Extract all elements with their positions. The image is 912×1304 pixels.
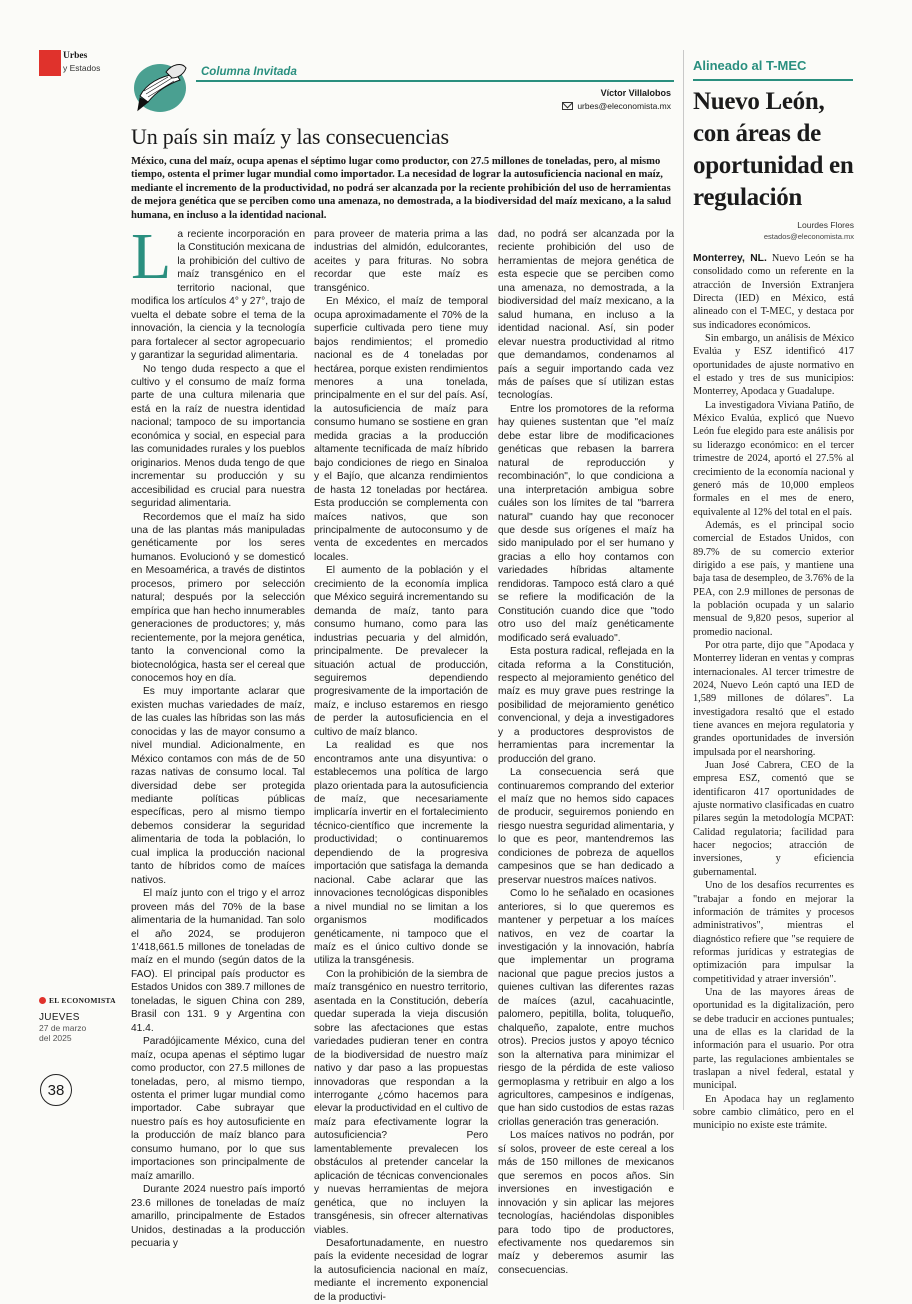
article-deck: México, cuna del maíz, ocupa apenas el séptimo lugar como productor, con 27.5 millones de toneladas, pero, al mismo tiempo, ostenta el primer lugar mundial como importador. La necesidad de lograr la autosuficiencia nacional en maíz, mediante el incremento de la productividad, no podrá ser alcanzada por la reciente prohibición del uso de herramientas de mejora genética que se perciben como una amenaza, no demostrada, a la biodiversidad del maíz mexicano, a la salud humana, en incluso a la identidad nacional. (131, 156, 672, 221)
paragraph: Recordemos que el maíz ha sido una de las plantas más manipuladas genéticamente por los seres humanos. Evolucionó y se domesticó en Mesoamérica, a través de distintos procesos, primero por selección natural; después por la selección empírica que han hecho innumerables generaciones de productores; y, más recientemente, por la mejora genética, tanto la convencional como la biotecnológica, hasta ser el cereal que conocemos hoy en día. (131, 511, 305, 684)
mail-icon (562, 102, 573, 110)
drop-cap: L (131, 220, 172, 293)
pen-hand-illustration-icon (126, 54, 192, 118)
sidebar-rule (693, 79, 853, 81)
sidebar-label: Alineado al T-MEC (693, 58, 807, 73)
section-color-block (39, 50, 61, 76)
column-label: Columna Invitada (201, 66, 297, 78)
article-column-3 (498, 228, 674, 1277)
masthead (39, 996, 127, 1043)
sidebar-author: Lourdes Flores (797, 220, 854, 230)
sidebar-paragraph (693, 252, 854, 332)
paragraph: Entre los promotores de la reforma hay quienes sustentan que "el maíz debe estar libre de modificaciones genéticas que rebasen la barrera natural de reproducción y recombinación", lo que condiciona a una interpretación ambigua sobre cuáles son los límites de tal "barrera natural" cuando hay que reconocer que desde sus orígenes el maíz ha sido manipulado por el ser humano y gracias a ello hoy contamos con variedades híbridas altamente rendidoras. Tampoco está claro a qué se refiere la modificación de la Constitución cuando dice que "todo otro uso del maíz genéticamente modificado será evaluado". (498, 403, 674, 644)
sidebar-email[interactable]: estados@eleconomista.mx (763, 232, 854, 241)
sidebar-paragraph: En Apodaca hay un reglamento sobre cambio climático, pero en el municipio no existe este trámite. (693, 1093, 854, 1132)
column-email-line (562, 101, 671, 111)
brand-dot-icon (39, 997, 46, 1004)
dateline: Monterrey, NL. (693, 253, 767, 264)
paragraph: El aumento de la población y el crecimiento de la economía implica que México seguirá incrementando su demanda de maíz, tanto para consumo humano, como para las industrias pecuaria y del almidón, principalmente. De prevalecer la situación actual de producción, seguiremos dependiendo progresivamente de la importación de maíz, e incluso estaremos en riesgo de perder la autosuficiencia en el cultivo de maíz blanco. (314, 565, 488, 738)
issue-day: JUEVES (39, 1012, 80, 1023)
paragraph: Con la prohibición de la siembra de maíz transgénico en nuestro territorio, asentada en la Constitución, debería quedar superada la vieja discusión sobre las afectaciones que estas variedades pudieran tener en contra de la biodiversidad de nuestro maíz nativo y dar paso a las propuestas innovadoras que respondan a la interrogante ¿cómo hacemos para elevar la productividad en el cultivo de maíz para efectivamente lograr la autosuficiencia? Pero lamentablemente prevalecen los obstáculos al pretender cancelar la aplicación de técnicas convencionales y nuevas herramientas de mejora genética, que no incluyen la transgénesis, sin ofrecer alternativas viables. (314, 968, 488, 1236)
paragraph: El maíz junto con el trigo y el arroz proveen más del 70% de la base alimentaria de la humanidad. Tan solo el año 2024, se produjeron 1'418,661.5 millones de toneladas de maíz en el mundo (según datos de la FAO). El principal país productor es Estados Unidos con 389.7 millones de toneladas, le siguen China con 289, Brasil con 131. 9 y Argentina con 41.4. (131, 888, 305, 1034)
column-header-rule (196, 80, 674, 82)
section-title: Urbes (63, 51, 88, 61)
paragraph: En México, el maíz de temporal ocupa aproximadamente el 70% de la superficie cultivada pero tiene muy bajos rendimientos; el promedio nacional es de 4 toneladas por hectárea, porque existen rendimientos menores a una tonelada, principalmente en el sur del país. Así, la autosuficiencia de maíz para consumo humano se sostiene en gran medida gracias a la producción altamente tecnificada de maíz híbrido bajo condiciones de riego en Sinaloa y el Bajío, que alcanza rendimientos de hasta 12 toneladas por hectárea. Esta producción se complementa con maíces nativos, que son principalmente de autoconsumo y de venta de excedentes en mercados locales. (314, 296, 488, 563)
sidebar-body (693, 252, 854, 1133)
paragraph: Paradójicamente México, cuna del maíz, ocupa apenas el séptimo lugar como productor, con 27.5 millones de toneladas, pero, al mismo tiempo, ostenta el primer lugar mundial como importador. Cabe subrayar que nuestro país es hoy autosuficiente en la producción de maíz blanco para consumo humano, por lo que sus importaciones son principalmente de maíz amarillo. (131, 1036, 305, 1182)
issue-date-line2: del 2025 (39, 1033, 72, 1043)
paragraph: La realidad es que nos encontramos ante una disyuntiva: o establecemos una política de largo plazo orientada para la autosuficiencia de maíz, que necesariamente implicaría invertir en el fortalecimiento técnico-científico que incremente la productividad; o continuaremos dependiendo de la progresiva importación que satisfaga la demanda nacional. Cabe aclarar que las innovaciones tecnológicas disponibles a nivel mundial no se limitan a los organismos modificados genéticamente, ni tampoco que el maíz es el único cultivo donde se utiliza la transgénesis. (314, 740, 488, 967)
paragraph: Desafortunadamente, en nuestro país la evidente necesidad de lograr la autosuficiencia nacional en maíz, mediante el incremento exponencial de la productivi- (314, 1237, 488, 1303)
brand-name: EL ECONOMISTA (49, 996, 116, 1005)
article-column-2 (314, 228, 488, 1304)
brand-logo (39, 996, 127, 1005)
sidebar-paragraph: Una de las mayores áreas de oportunidad es la digitalización, pero se debe traducir en acciones puntuales; una de ellas es la claridad de la información para el usuario. Por otra parte, las regulaciones ambientales se traslapan a nivel federal, estatal y municipal. (693, 986, 854, 1092)
paragraph: Durante 2024 nuestro país importó 23.6 millones de toneladas de maíz amarillo, principalmente de Estados Unidos, destinadas a la producción pecuaria y (131, 1184, 305, 1249)
article-headline: Un país sin maíz y las consecuencias (131, 124, 449, 149)
paragraph: Esta postura radical, reflejada en la citada reforma a la Constitución, respecto al mejoramiento genético del maíz es muy grave pues restringe la posibilidad de mejoramiento genético convencional, y deja a investigadores y a productores desprovistos de herramientas para incrementar la producción del grano. (498, 646, 674, 765)
paragraph: Como lo he señalado en ocasiones anteriores, si lo que queremos es mantener y perpetuar a los maíces nativos, en vez de coartar la investigación y la innovación, habría que implementar un programa nacional que pague precios justos a quienes cultivan las diferentes razas de maíces (azul, cacahuacintle, palomero, pepitilla, bolita, toluqueño, chalqueño, zapalote, entre muchos otros). Precios justos y apoyo técnico son la alternativa para minimizar el riesgo de la pérdida de este valioso germoplasma y retribuir en algo a los agricultores, campesinos e indígenas, que han sido custodios de estas razas criollas generación tras generación. (498, 888, 674, 1128)
section-tag (39, 50, 124, 76)
sidebar-paragraph: Uno de los desafíos recurrentes es "trabajar a fondo en mejorar la información de trámites y procesos administrativos", mientras el diagnóstico refiere que "se requiere de reformas jurídicas y estrategias de optimización para impulsar la competitividad y atraer inversión". (693, 880, 854, 985)
sidebar-paragraph: La investigadora Viviana Patiño, de México Evalúa, explicó que Nuevo León fue elegido para este análisis por su liderazgo económico: en el tercer trimestre de 2024, aportó el 27.5% al crecimiento de la economía nacional y generó más de 10,000 empleos formales en el mes de enero, equivalente al 12% del total en el país. (693, 399, 854, 518)
paragraph: Es muy importante aclarar que existen muchas variedades de maíz, de las cuales las híbridas son las más conocidas y las de mayor consumo a nivel mundial. Adicionalmente, en México contamos con más de de 50 razas nativas de consumo local. Tal diversidad debe ser protegida mediante políticas públicas específicas, pero al mismo tiempo debemos considerar la seguridad alimentaria de toda la población, lo cual implica la producción nacional tanto de híbridos como de maíces nativos. (131, 686, 305, 886)
sidebar-paragraph: Por otra parte, dijo que "Apodaca y Monterrey lideran en ventas y compras internacionales. Al tercer trimestre de 2024, Nuevo León captó una IED de 1,589 millones de dólares". La investigadora resaltó que el estado tiene avances en mejora regulatoria y grandes oportunidades de inversión impulsada por el nearshoring. (693, 639, 854, 758)
paragraph: La consecuencia será que continuaremos comprando del exterior el maíz que no hemos sido capaces de producir, seguiremos poniendo en riesgo nuestra seguridad alimentaria, y lo que es peor, mantendremos las condiciones de pobreza de aquellos campesinos que se han dedicado a preservar nuestros maíces nativos. (498, 767, 674, 886)
sidebar-paragraph-text: Nuevo León se ha consolidado como un referente en la atracción de Inversión Extranjera Directa (IED) en México, está alineado con el T-MEC, y destaca por sus indicadores económicos. (693, 253, 855, 331)
sidebar-paragraph: Sin embargo, un análisis de México Evalúa y ESZ identificó 417 oportunidades de ajuste normativo en el estado y tres de sus municipios: Monterrey, Apodaca y Guadalupe. (693, 333, 854, 398)
column-author: Víctor Villalobos (600, 88, 671, 98)
sidebar-paragraph: Además, es el principal socio comercial de Estados Unidos, con 89.7% de su comercio exterior dirigido a ese país, y mantiene una baja tasa de desempleo, de 3.76% de la PEA, con 2.9 millones de personas de la población ocupada y un salario mensual de 9,820 pesos, superior al promedio nacional. (693, 519, 854, 638)
column-email[interactable]: urbes@eleconomista.mx (577, 101, 671, 111)
section-subtitle: y Estados (63, 63, 101, 73)
issue-date-line1: 27 de marzo (39, 1023, 87, 1033)
column-divider (683, 50, 684, 1110)
sidebar-paragraph: Juan José Cabrera, CEO de la empresa ESZ, comentó que se identificaron 417 oportunidades de ajuste normativo clasificadas en cuatro pilares según la metodología MCPAT: Calidad regulatoria; facilidad para hacer negocios; atracción de inversiones, y eficiencia gubernamental. (693, 760, 854, 878)
paragraph: para proveer de materia prima a las industrias del almidón, edulcorantes, aceites y para frituras. No sobra recordar que este maíz es transgénico. (314, 229, 488, 294)
sidebar-headline: Nuevo León, con áreas de oportunidad en regulación (693, 88, 854, 211)
article-column-1 (131, 220, 305, 1250)
article-column-1-body (131, 220, 305, 1250)
paragraph: a reciente incorporación en la Constitución mexicana de la prohibición del cultivo de maíz transgénico en el territorio nacional, que modifica los artículos 4° y 27°, trajo de vuelta el debate sobre el tema de la innovación, la ciencia y la tecnología para fortalecer al sector agropecuario y garantizar la seguridad alimentaria. (131, 229, 305, 362)
paragraph: Los maíces nativos no podrán, por sí solos, proveer de este cereal a los más de 150 millones de mexicanos que seremos en pocos años. Sin inversiones en investigación e innovación y sin aplicar las mejores tecnologías, haciéndolas disponibles para todo tipo de productores, efectivamente nos quedaremos sin maíz y deberemos asumir las consecuencias. (498, 1130, 674, 1276)
paragraph: No tengo duda respecto a que el cultivo y el consumo de maíz forma parte de una cultura milenaria que está en la raíz de nuestra identidad nacional; tampoco de su importancia económica y social, en especial para las comunidades rurales y los pueblos originarios. Menos duda tengo de que incrementar su producción y su accesibilidad es crucial para nuestra seguridad alimentaria. (131, 363, 305, 510)
paragraph: dad, no podrá ser alcanzada por la reciente prohibición del uso de herramientas de mejora genética de esta especie que se perciben como una amenaza, no demostrada, a la biodiversidad del maíz mexicano, a la salud humana, en incluso a la identidad nacional. Así, sin poder elevar nuestra productividad al ritmo que demandamos, condenamos al país a seguir importando cada vez más de países que sí utilizan estas tecnologías. (498, 229, 674, 402)
page-number: 38 (40, 1074, 72, 1106)
